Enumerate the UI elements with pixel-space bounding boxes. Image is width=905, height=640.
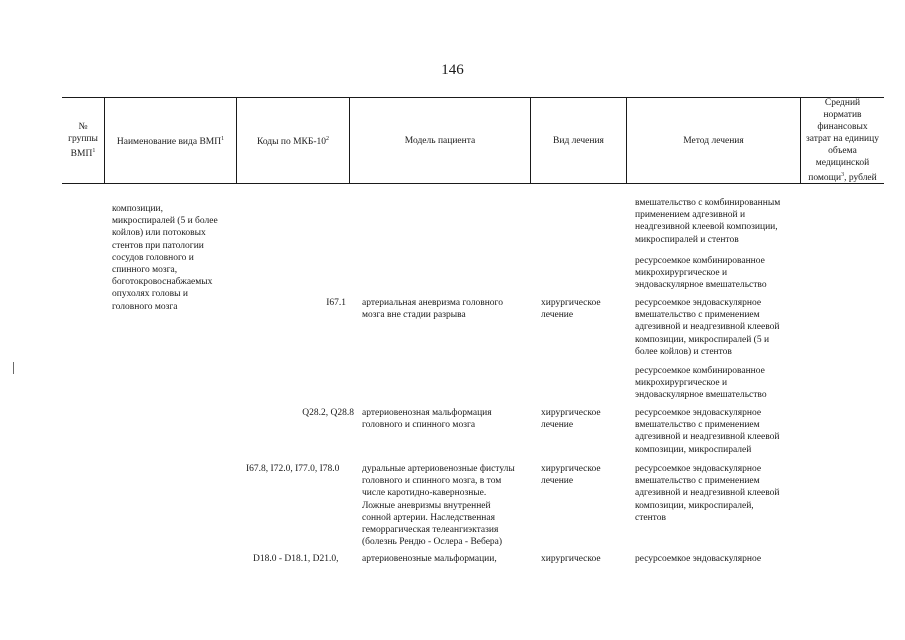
header-treatment-type: Вид лечения bbox=[553, 135, 604, 146]
patient-model-text: артериовенозные мальформации, bbox=[362, 554, 497, 564]
treatment-type-text: хирургическое лечение bbox=[541, 408, 601, 431]
header-cost-standard: Средний норматив финансовых затрат на единицу объема медицинской помощи$^3$, рублей bbox=[806, 97, 879, 184]
method-text: ресурсоемкое эндоваскулярное вмешательство с применением адгезивной и неадгезивной клеевой композиции, микроспиралей, стентов bbox=[635, 464, 780, 523]
vmp-name-text: композиции, микроспиралей (5 и более койлов) или потоковых стентов при патологии сосудов головного и спинного мозга, боготокровоснабжаемых опухолях головы и головного мозга bbox=[112, 204, 218, 312]
page-number: 146 bbox=[441, 62, 464, 78]
icd-code: I67.8, I72.0, I77.0, I78.0 bbox=[246, 464, 340, 474]
patient-model-text: артериовенозная мальформация головного и спинного мозга bbox=[362, 408, 492, 431]
method-text: ресурсоемкое эндоваскулярное вмешательство с применением адгезивной и неадгезивной клеевой композиции, микроспиралей (5 и более койлов) и стентов bbox=[635, 298, 780, 357]
scan-edge-mark bbox=[13, 362, 14, 374]
method-text: ресурсоемкое комбинированное микрохирургическое и эндоваскулярное вмешательство bbox=[635, 366, 767, 401]
patient-model-text: дуральные артериовенозные фистулы головного и спинного мозга, в том числе каротидно-кавернозные. Ложные аневризмы внутренней сонной артерии. Наследственная геморрагическая телеангиэктазия (болезнь Рендю - Ослера - Вебера) bbox=[362, 464, 515, 548]
header-treatment-method: Метод лечения bbox=[683, 135, 744, 146]
header-icd-codes: Коды по МКБ-$10^2$ bbox=[256, 135, 330, 148]
table-header-bottom-rule bbox=[62, 183, 884, 184]
method-text: ресурсоемкое эндоваскулярное вмешательство с применением адгезивной и неадгезивной клеевой композиции, микроспиралей bbox=[635, 408, 780, 455]
icd-code: Q28.2, Q28.8 bbox=[302, 408, 354, 418]
patient-model-text: артериальная аневризма головного мозга вне стадии разрыва bbox=[362, 298, 503, 321]
method-text: вмешательство с комбинированным применением адгезивной и неадгезивной клеевой композиции, микроспиралей и стентов bbox=[635, 198, 781, 245]
treatment-type-text: хирургическое bbox=[541, 554, 601, 564]
treatment-type-text: хирургическое лечение bbox=[541, 464, 601, 487]
header-patient-model: Модель пациента bbox=[404, 135, 476, 146]
icd-code: I67.1 bbox=[326, 298, 346, 308]
treatment-type-text: хирургическое лечение bbox=[541, 298, 601, 321]
method-text: ресурсоемкое комбинированное микрохирургическое и эндоваскулярное вмешательство bbox=[635, 256, 767, 291]
header-vmp-name: Наименование вида ВМП$^1$ bbox=[116, 135, 225, 148]
method-text: ресурсоемкое эндоваскулярное bbox=[635, 554, 762, 564]
icd-code: D18.0 - D18.1, D21.0, bbox=[253, 554, 339, 564]
header-group-number: № группы ВМП$^1$ bbox=[68, 121, 98, 160]
